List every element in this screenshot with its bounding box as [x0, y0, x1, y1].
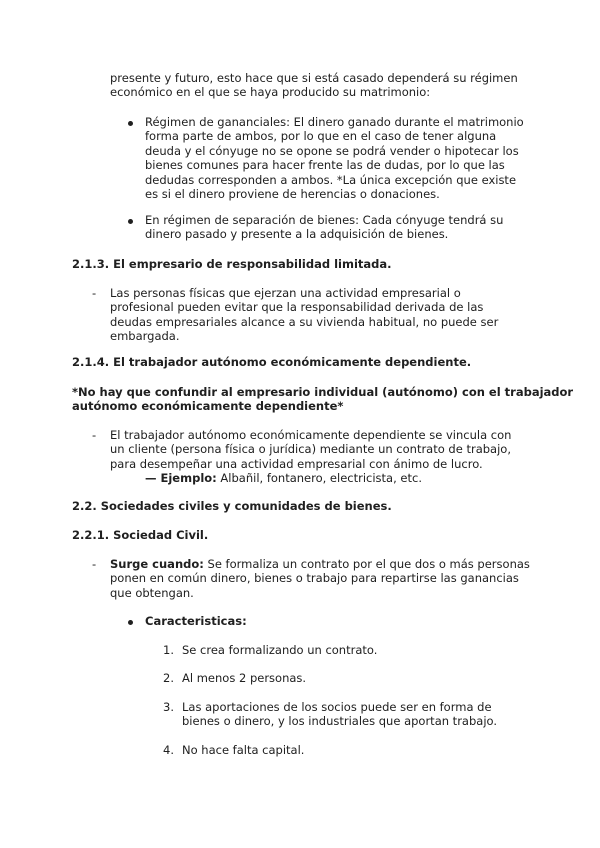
text-line: deudas empresariales alcance a su vivienda habitual, no puede ser	[110, 314, 499, 329]
list-item	[182, 700, 497, 729]
text-line: ponen en común dinero, bienes o trabajo para repartirse las ganancias	[110, 571, 519, 586]
list-item	[182, 743, 304, 757]
text-line	[110, 557, 530, 571]
list-number: 2.	[163, 671, 174, 685]
text-line: Al menos 2 personas.	[182, 671, 307, 685]
text-line: bienes o dinero, y los industriales que aportan trabajo.	[182, 714, 497, 729]
section-heading-2-1-3: 2.1.3. El empresario de responsabilidad limitada.	[72, 257, 392, 271]
list-item	[182, 671, 306, 685]
section-heading-2-1-4: 2.1.4. El trabajador autónomo económicamente dependiente.	[72, 355, 472, 369]
note-paragraph	[72, 385, 573, 414]
text-line: Régimen de gananciales: El dinero ganado durante el matrimonio	[145, 115, 524, 129]
bullet-icon	[128, 219, 133, 224]
example-line	[145, 471, 422, 485]
text-line: El trabajador autónomo económicamente dependiente se vincula con	[110, 428, 512, 442]
list-number: 1.	[163, 643, 174, 657]
text-line: es si el dinero proviene de herencias o donaciones.	[145, 187, 440, 202]
text-line: autónomo económicamente dependiente*	[72, 399, 344, 414]
intro-paragraph	[110, 71, 518, 100]
regime-separacion	[145, 213, 503, 242]
section-heading-2-2: 2.2. Sociedades civiles y comunidades de bienes.	[72, 499, 392, 513]
sec-214-paragraph	[110, 428, 511, 471]
text-line: dinero pasado y presente a la adquisición de bienes.	[145, 227, 449, 242]
section-heading-2-2-1: 2.2.1. Sociedad Civil.	[72, 528, 209, 542]
text-line: embargada.	[110, 329, 180, 344]
caracteristicas-label: Caracteristicas:	[145, 614, 247, 628]
text-line: Se crea formalizando un contrato.	[182, 643, 378, 657]
text-line: *No hay que confundir al empresario individual (autónomo) con el trabajador	[72, 385, 574, 399]
text-line: bienes comunes para hacer frente las de dudas, por lo que las	[145, 158, 505, 173]
dash-marker: -	[92, 428, 97, 442]
text-line: un cliente (persona física o jurídica) mediante un contrato de trabajo,	[110, 442, 511, 457]
example-text: Albañil, fontanero, electricista, etc.	[216, 471, 422, 485]
text-line: forma parte de ambos, por lo que en el caso de tener alguna	[145, 129, 497, 144]
text-line: dedudas corresponden a ambos. *La única excepción que existe	[145, 172, 517, 187]
dash-marker: -	[92, 557, 97, 571]
list-number: 4.	[163, 743, 174, 757]
sec-213-paragraph	[110, 286, 498, 344]
example-label: — Ejemplo:	[145, 471, 217, 485]
surge-text: Se formaliza un contrato por el que dos o más personas	[203, 557, 530, 571]
text-line: para desempeñar una actividad empresarial con ánimo de lucro.	[110, 456, 483, 471]
list-number: 3.	[163, 700, 174, 714]
surge-paragraph	[110, 557, 530, 600]
text-line: presente y futuro, esto hace que si está casado dependerá su régimen	[110, 71, 518, 85]
text-line: No hace falta capital.	[182, 743, 305, 757]
text-line: económico en el que se haya producido su matrimonio:	[110, 85, 431, 100]
text-line: Las personas físicas que ejerzan una actividad empresarial o	[110, 286, 461, 300]
bullet-icon	[128, 620, 133, 625]
bullet-icon	[128, 121, 133, 126]
text-line: Las aportaciones de los socios puede ser en forma de	[182, 700, 492, 714]
dash-marker: -	[92, 286, 97, 300]
surge-label: Surge cuando:	[110, 557, 204, 571]
text-line: deuda y el cónyuge no se opone se podrá vender o hipotecar los	[145, 143, 519, 158]
text-line: profesional pueden evitar que la responsabilidad derivada de las	[110, 300, 484, 315]
regime-gananciales	[145, 115, 524, 201]
text-line: En régimen de separación de bienes: Cada cónyuge tendrá su	[145, 213, 504, 227]
list-item	[182, 643, 377, 657]
text-line: que obtengan.	[110, 585, 194, 600]
